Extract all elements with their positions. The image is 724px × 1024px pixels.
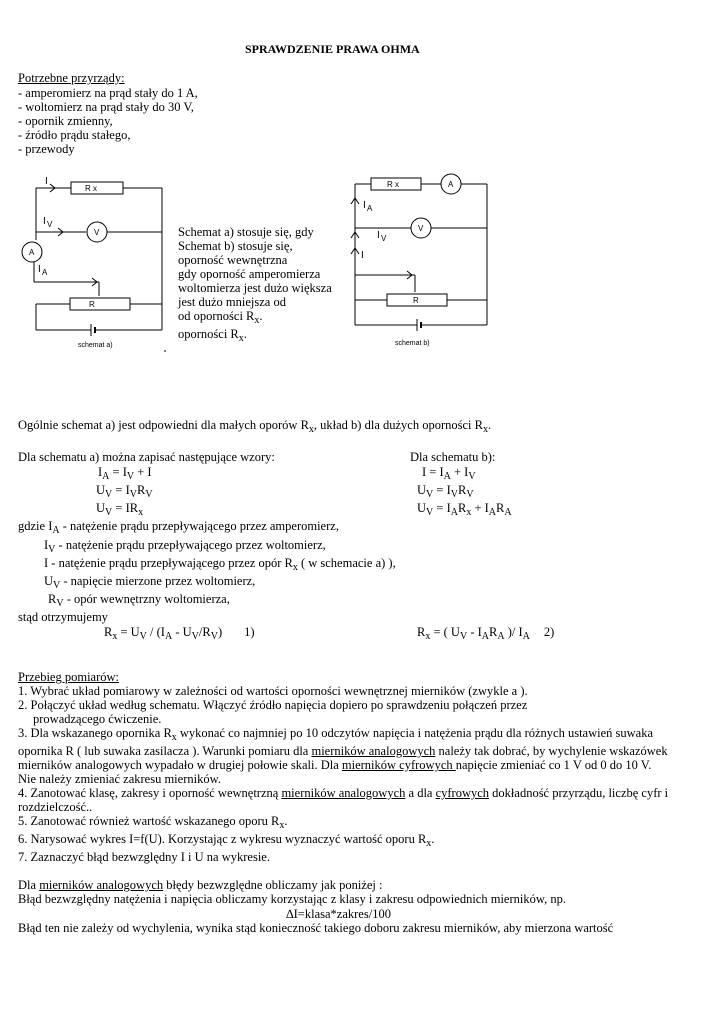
formula-b1: $I = I_A + I_V$: [422, 465, 476, 482]
label-i: I: [45, 176, 48, 187]
definition-line: $I_V$ - natężenie prądu przepływającego przez woltomierz,: [44, 538, 326, 555]
formula-b2: $U_V = I_VR_V$: [417, 483, 474, 500]
formula-a1: $I_A = I_V + I$: [98, 465, 152, 482]
procedure-step: 1. Wybrać układ pomiarowy w zależności od wartości oporności wewnętrznej mierników (zwykle a ).: [18, 684, 528, 698]
procedure-step: 5. Zanotować również wartość wskazanego oporu $R_x$.: [18, 814, 288, 831]
result-formula-a: $R_x = U_V / (I_A - U_V/R_V)$ 1): [104, 625, 255, 642]
result-formula-b: $R_x$ = ( $U_V - I_AR_A$ )/ $I_A$ 2): [417, 625, 555, 642]
procedure-step: 7. Zaznaczyć błąd bezwzględny I i U na wykresie.: [18, 850, 270, 864]
error-formula: ∆I=klasa*zakres/100: [286, 907, 391, 921]
label-iv-sub: V: [47, 220, 53, 229]
middle-line: jest dużo mniejsza od: [178, 295, 286, 309]
errors-line: Dla mierników analogowych błędy bezwzględne obliczamy jak poniżej :: [18, 878, 383, 892]
label-iv-sub: V: [381, 234, 387, 243]
label-rx: R x: [387, 180, 399, 189]
formulas-b-heading: Dla schematu b):: [410, 450, 496, 464]
general-statement: Ogólnie schemat a) jest odpowiedni dla małych oporów $R_x$, układ b) dla dużych oporności $R_x$.: [18, 418, 492, 435]
errors-line: Błąd ten nie zależy od wychylenia, wynika stąd konieczność takiego doboru zakresu mierników, aby mierzona wartość: [18, 921, 614, 935]
label-a: A: [448, 180, 454, 189]
formula-b3: $U_V = I_AR_x + I_AR_A$: [417, 501, 512, 518]
equipment-item: - źródło prądu stałego,: [18, 128, 131, 142]
label-rx: R x: [85, 184, 97, 193]
page-title: SPRAWDZENIE PRAWA OHMA: [245, 42, 420, 56]
middle-line: Schemat a) stosuje się, gdy: [178, 225, 314, 239]
procedure-step: opornika R ( lub suwaka zasilacza ). Warunki pomiaru dla mierników analogowych należy tak dobrać, by wychylenie wskazówek: [18, 744, 668, 758]
label-i: I: [361, 250, 364, 261]
label-ia: I: [38, 264, 41, 275]
label-iv: I: [43, 216, 46, 227]
circuit-diagram-b: [347, 170, 497, 355]
equipment-heading: Potrzebne przyrządy:: [18, 71, 125, 85]
middle-line: oporności $R_x$.: [178, 327, 247, 344]
equipment-item: - amperomierz na prąd stały do 1 A,: [18, 86, 198, 100]
rheostat: [70, 298, 130, 310]
errors-line: Błąd bezwzględny natężenia i napięcia obliczamy korzystając z klasy i zakresu odpowiednich mierników, np.: [18, 892, 566, 906]
label-r: R: [89, 300, 95, 309]
middle-line: gdy oporność amperomierza: [178, 267, 321, 281]
middle-line: Schemat b) stosuje się,: [178, 239, 293, 253]
procedure-step: Nie należy zmieniać zakresu mierników.: [18, 772, 221, 786]
label-a: A: [29, 248, 35, 257]
label-v: V: [418, 224, 424, 233]
procedure-step: 6. Narysować wykres I=f(U). Korzystając z wykresu wyznaczyć wartość oporu $R_x$.: [18, 832, 435, 849]
procedure-step: rozdzielczość..: [18, 800, 93, 814]
procedure-step: prowadzącego ćwiczenie.: [33, 712, 162, 726]
procedure-heading: Przebieg pomiarów:: [18, 670, 120, 684]
definition-line: $U_V$ - napięcie mierzone przez woltomierz,: [44, 574, 256, 591]
middle-line: od oporności $R_x$.: [178, 309, 263, 326]
label-iv: I: [377, 230, 380, 241]
label-ia: I: [363, 200, 366, 211]
equipment-item: - opornik zmienny,: [18, 114, 113, 128]
label-ia-sub: A: [42, 268, 48, 277]
label-v: V: [94, 228, 100, 237]
label-ia-sub: A: [367, 204, 373, 213]
middle-line: oporność wewnętrzna: [178, 253, 288, 267]
definition-line: I - natężenie prądu przepływającego przez opór $R_x$ ( w schemacie a) ),: [44, 556, 396, 573]
definition-line: stąd otrzymujemy: [18, 610, 108, 624]
procedure-step: mierników analogowych wypadało w drugiej połowie skali. Dla mierników cyfrowych napięcie zmieniać co 1 V od 0 do 10 V.: [18, 758, 652, 772]
circuit-diagram-a: [14, 170, 194, 360]
formula-a2: $U_V = I_VR_V$: [96, 483, 153, 500]
procedure-step: 2. Połączyć układ według schematu. Włączyć źródło napięcia dopiero po sprawdzeniu połączeń przez: [18, 698, 528, 712]
resistor-rx: [71, 182, 123, 194]
equipment-item: - przewody: [18, 142, 75, 156]
formulas-a-heading: Dla schematu a) można zapisać następujące wzory:: [18, 450, 275, 464]
definition-line: gdzie $I_A$ - natężenie prądu przepływającego przez amperomierz,: [18, 519, 339, 536]
procedure-step: 3. Dla wskazanego opornika $R_x$ wykonać co najmniej po 10 odczytów napięcia i natężenia prądu dla różnych ustawień suwaka: [18, 726, 653, 743]
formula-a3: $U_V = IR_x$: [96, 501, 144, 518]
caption-b: schemat b): [395, 340, 430, 347]
definition-line: $R_V$ - opór wewnętrzny woltomierza,: [48, 592, 230, 609]
label-r: R: [413, 296, 419, 305]
equipment-item: - woltomierz na prąd stały do 30 V,: [18, 100, 194, 114]
middle-line: woltomierza jest dużo większa: [178, 281, 332, 295]
procedure-step: 4. Zanotować klasę, zakresy i oporność wewnętrzną mierników analogowych a dla cyfrowych dokładność przyrządu, liczbę cyfr i: [18, 786, 669, 800]
caption-a: schemat a): [78, 342, 113, 349]
